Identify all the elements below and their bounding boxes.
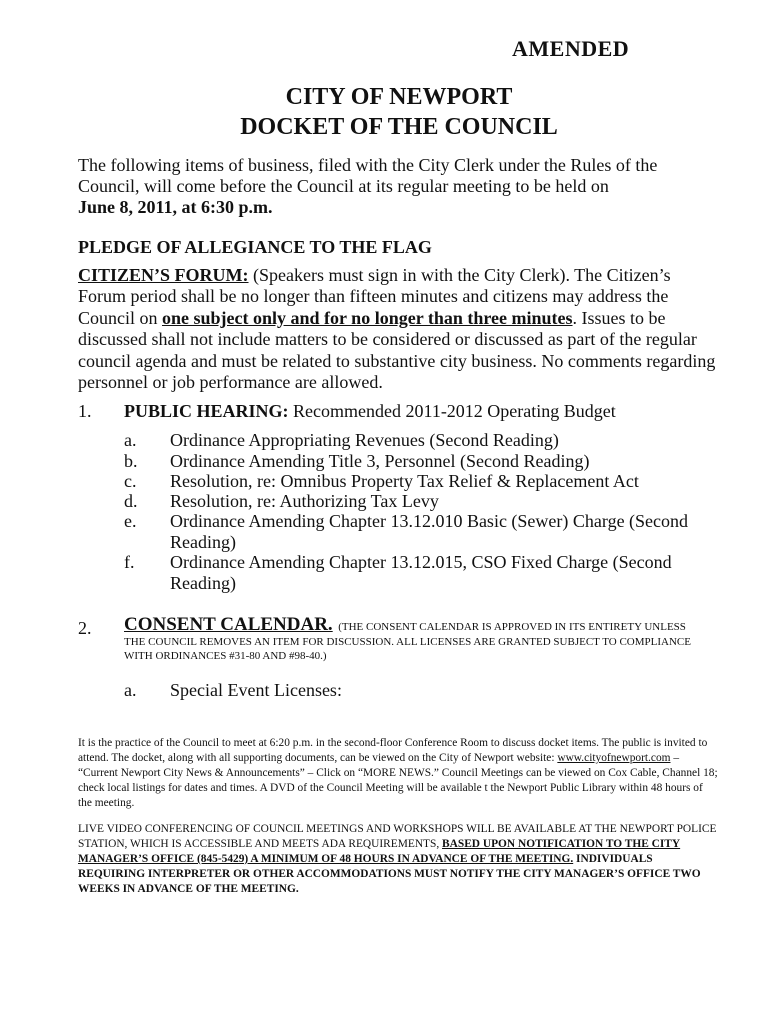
subitem-letter: c. xyxy=(124,471,137,491)
subitem-text: Special Event Licenses: xyxy=(170,680,342,700)
subitem-letter: d. xyxy=(124,491,138,511)
citizens-forum-label: CITIZEN’S FORUM: xyxy=(78,265,249,285)
intro-line-2: Council, will come before the Council at its regular meeting to be held on xyxy=(78,176,609,196)
item1-heading-rest: Recommended 2011-2012 Operating Budget xyxy=(288,401,616,421)
citizens-forum xyxy=(78,265,718,393)
website-link[interactable]: www.cityofnewport.com xyxy=(557,752,671,764)
subitem-text: Ordinance Amending Chapter 13.12.015, CSO Fixed Charge (Second Reading) xyxy=(170,552,672,593)
footer-note-1b: – “Current Newport City News & Announcements” – Click on “MORE NEWS.” Council Meetings can be viewed on Cox Cable, Channel 18; check local listings for dates and times. A DVD of the Council Meeting will be available t the Newport Public Library within 48 hours of the meeting. xyxy=(78,752,718,809)
item2-number: 2. xyxy=(78,618,92,638)
footer-note-2b: BASED UPON NOTIFICATION TO THE CITY MANAGER’S OFFICE (845-5429) A MINIMUM OF 48 HOURS IN ADVANCE OF THE MEETING. xyxy=(78,838,681,865)
consent-calendar-note: (THE CONSENT CALENDAR IS APPROVED IN ITS ENTIRETY UNLESS THE COUNCIL REMOVES AN ITEM FOR DISCUSSION. ALL LICENSES ARE GRANTED SUBJECT TO COMPLIANCE WITH ORDINANCES #31-80 AND #98-40.) xyxy=(124,621,691,662)
consent-calendar-heading: CONSENT CALENDAR. xyxy=(124,614,333,635)
item2-heading xyxy=(124,614,704,664)
amended-label: AMENDED xyxy=(512,36,630,61)
subitem-text: Resolution, re: Omnibus Property Tax Relief & Replacement Act xyxy=(170,471,639,491)
meeting-date: June 8, 2011, at 6:30 p.m. xyxy=(78,197,273,217)
pledge-heading: PLEDGE OF ALLEGIANCE TO THE FLAG xyxy=(78,237,432,257)
page-subtitle: DOCKET OF THE COUNCIL xyxy=(240,114,558,140)
intro-paragraph xyxy=(78,155,718,218)
citizens-forum-emphasis: one subject only and for no longer than three minutes xyxy=(162,307,573,328)
subitem-letter: a. xyxy=(124,680,137,700)
item1-number: 1. xyxy=(78,401,92,421)
subitem-text: Resolution, re: Authorizing Tax Levy xyxy=(170,491,439,511)
page-title: CITY OF NEWPORT xyxy=(285,84,513,110)
subitem-letter: e. xyxy=(124,511,137,531)
intro-line-1: The following items of business, filed with the City Clerk under the Rules of the xyxy=(78,155,658,175)
footer-note-2c: INDIVIDUALS REQUIRING INTERPRETER OR OTHER ACCOMMODATIONS MUST NOTIFY THE CITY MANAGER’S OFFICE TWO WEEKS IN ADVANCE OF THE MEETING. xyxy=(78,853,701,895)
footer-note-2a: LIVE VIDEO CONFERENCING OF COUNCIL MEETINGS AND WORKSHOPS WILL BE AVAILABLE AT THE NEWPORT POLICE STATION, WHICH IS ACCESSIBLE AND MEETS ADA REQUIREMENTS, xyxy=(78,823,717,850)
item1-heading xyxy=(124,401,616,422)
subitem-text: Ordinance Amending Chapter 13.12.010 Basic (Sewer) Charge (Second Reading) xyxy=(170,511,689,552)
subitem-letter: a. xyxy=(124,430,137,450)
item1-heading-label: PUBLIC HEARING: xyxy=(124,401,289,421)
footer-note-1a: It is the practice of the Council to meet at 6:20 p.m. in the second-floor Conference Room to discuss docket items. The public is invited to attend. The docket, along with all supporting documents, can be viewed on the City of Newport website: xyxy=(78,737,708,764)
footer-note-1 xyxy=(78,736,718,811)
subitem-text: Ordinance Amending Title 3, Personnel (Second Reading) xyxy=(170,451,590,471)
subitem-text: Ordinance Appropriating Revenues (Second Reading) xyxy=(170,430,559,450)
subitem-letter: f. xyxy=(124,552,135,572)
citizens-forum-text-a: (Speakers must sign in with the City Clerk). The Citizen’s Forum period shall be no longer than fifteen minutes and citizens may address the Council on xyxy=(78,265,671,328)
subitem-letter: b. xyxy=(124,451,138,471)
citizens-forum-text-b: . Issues to be discussed shall not include matters to be considered or discussed as part of the regular council agenda and must be related to substantive city business. No comments regarding personnel or job performance are allowed. xyxy=(78,307,716,393)
footer-note-2 xyxy=(78,822,718,897)
